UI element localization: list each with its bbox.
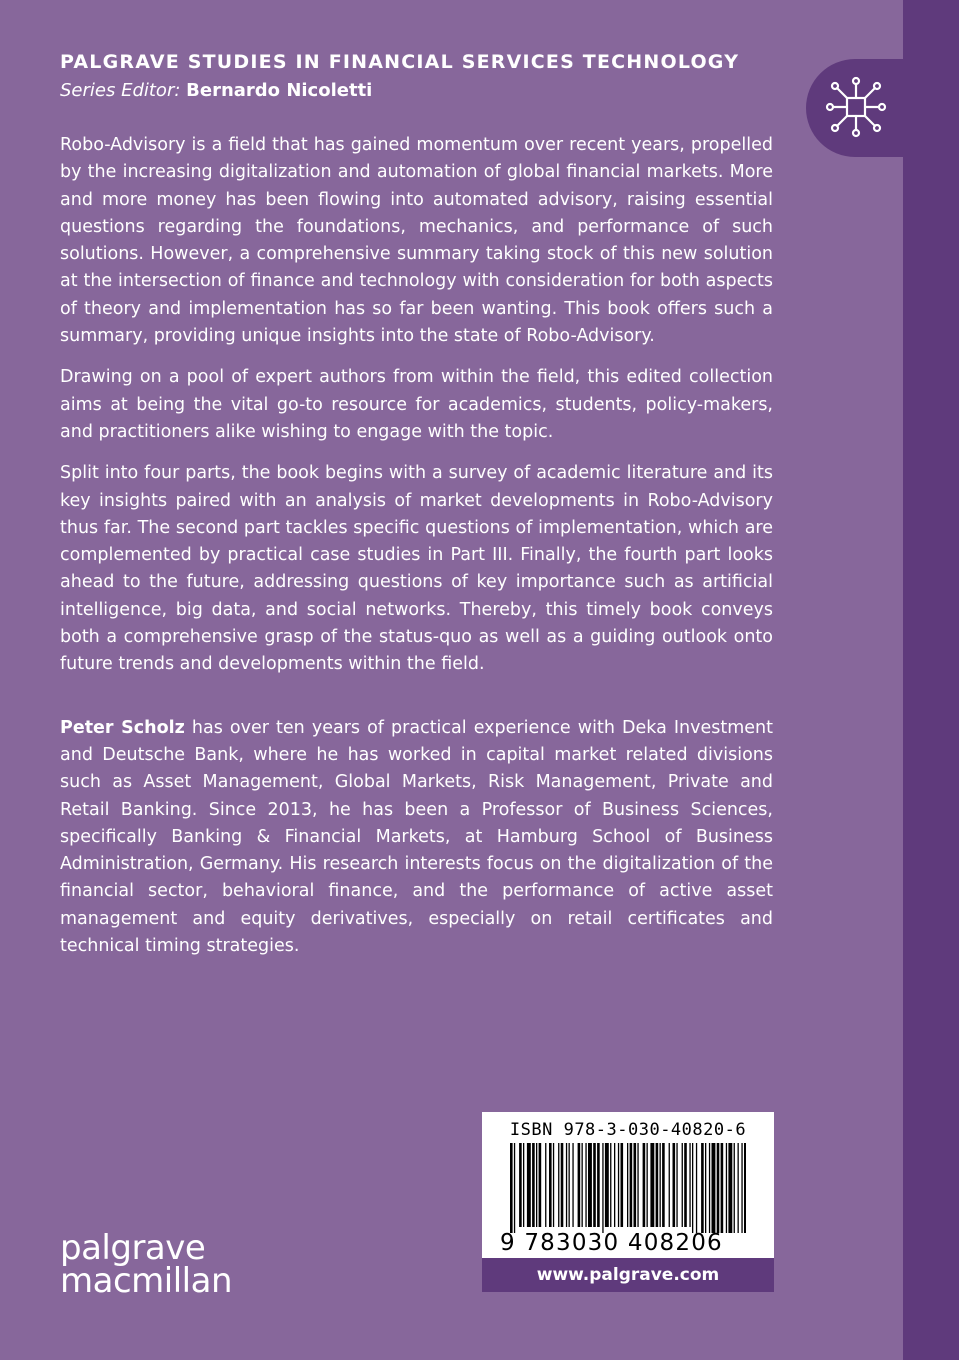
barcode-bar xyxy=(593,1143,596,1227)
barcode-bar xyxy=(689,1143,690,1227)
barcode-bar xyxy=(643,1143,646,1227)
blurb-paragraph-1: Robo-Advisory is a field that has gained momentum over recent years, propelled by the increasing digitalization and automation of global financial markets. More and more money has been flowing into automated advisory, raising essential questions regarding the foundations, mechanics, and performance of such solutions. However, a comprehensive summary taking stock of this new solution at the intersection of finance and technology with consideration for both aspects of theory and implementation has so far been wanting. This book offers such a summary, providing unique insights into the state of Robo-Advisory. xyxy=(60,135,773,347)
barcode-bar xyxy=(705,1143,706,1233)
barcode-bar xyxy=(514,1143,515,1233)
barcode-bar xyxy=(669,1143,670,1227)
barcode-bar xyxy=(597,1143,600,1227)
series-editor-label: Series Editor: xyxy=(60,80,181,101)
barcode-bar xyxy=(701,1143,704,1233)
barcode-bar xyxy=(605,1143,609,1227)
barcode-bar xyxy=(519,1143,522,1227)
publisher-logo xyxy=(60,1228,232,1301)
barcode-bar xyxy=(712,1143,716,1233)
barcode-bar xyxy=(582,1143,583,1227)
barcode-bar xyxy=(728,1143,732,1233)
barcode-bar xyxy=(634,1143,637,1227)
barcode-box xyxy=(482,1112,774,1258)
barcode-bar xyxy=(726,1143,727,1233)
network-hub-icon xyxy=(822,73,890,141)
series-logo-tab xyxy=(806,59,906,157)
barcode-bar xyxy=(650,1143,654,1227)
barcode-bar xyxy=(637,1143,638,1227)
publisher-line-2: macmillan xyxy=(60,1261,232,1301)
barcode-bar xyxy=(553,1143,554,1227)
barcode-digits: 9 783030 408206 xyxy=(500,1230,723,1256)
isbn-text: ISBN 978-3-030-40820-6 xyxy=(509,1120,747,1140)
barcode-bar xyxy=(741,1143,742,1233)
barcode-bar xyxy=(660,1143,661,1227)
series-editor xyxy=(60,80,372,101)
barcode-bar xyxy=(545,1143,546,1227)
blurb-paragraph-3: Split into four parts, the book begins with a survey of academic literature and its key insights paired with an analysis of market developments in Robo-Advisory thus far. The second part tackles specific questions of implementation, which are complemented by practical case studies in Part III. Finally, the fourth part looks ahead to the future, addressing questions of key importance such as artificial intelligence, big data, and social networks. Thereby, this timely book conveys both a comprehensive grasp of the status-quo as well as a guiding outlook onto future trends and developments within the field. xyxy=(60,463,773,675)
barcode-bar xyxy=(578,1143,581,1227)
barcode-bar xyxy=(692,1143,693,1233)
barcode-bar xyxy=(523,1143,524,1227)
barcode-bar xyxy=(588,1143,592,1227)
barcode-bar xyxy=(585,1143,586,1227)
barcode-bar xyxy=(721,1143,724,1233)
barcode-bar xyxy=(734,1143,735,1233)
barcode-bar xyxy=(532,1143,535,1227)
barcode-bar xyxy=(662,1143,665,1227)
barcode-bar xyxy=(684,1143,687,1227)
barcode-bar xyxy=(561,1143,564,1227)
barcode-bar xyxy=(614,1143,615,1227)
author-bio xyxy=(60,715,773,961)
barcode-bar xyxy=(676,1143,677,1227)
barcode-bar xyxy=(558,1143,559,1227)
author-bio-text: has over ten years of practical experience with Deka Investment and Deutsche Bank, where he has worked in capital market related divisions such as Asset Management, Global Markets, Risk Management, Private and Retail Banking. Since 2013, he has been a Professor of Business Sciences, specifically Banking & Financial Markets, at Hamburg School of Business Administration, Germany. His research interests focus on the digitalization of the financial sector, behavioral finance, and the performance of active asset management and equity derivatives, especially on retail certificates and technical timing strategies. xyxy=(60,717,774,957)
barcode-bar xyxy=(527,1143,531,1227)
barcode-bar xyxy=(630,1143,633,1227)
publisher-line-1: palgrave xyxy=(60,1228,206,1268)
barcode-bar xyxy=(647,1143,648,1227)
author-name: Peter Scholz xyxy=(60,717,185,738)
barcode-bar xyxy=(536,1143,537,1227)
barcode-bar xyxy=(738,1143,739,1233)
blurb xyxy=(60,132,773,974)
barcode-bar xyxy=(610,1143,611,1227)
barcode-bar xyxy=(566,1143,567,1227)
barcode-bar xyxy=(744,1143,746,1233)
barcode-bar xyxy=(569,1143,570,1227)
barcode-bar xyxy=(549,1143,552,1227)
barcode-bar xyxy=(673,1143,676,1227)
barcode-bar xyxy=(539,1143,542,1227)
barcode-bar xyxy=(709,1143,710,1233)
barcode-bar xyxy=(717,1143,720,1233)
barcode-bar xyxy=(656,1143,659,1227)
barcode-bars xyxy=(510,1143,746,1233)
barcode-bar xyxy=(572,1143,573,1227)
barcode-bar xyxy=(510,1143,513,1233)
series-title: PALGRAVE STUDIES IN FINANCIAL SERVICES TECHNOLOGY xyxy=(60,51,740,73)
barcode-bar xyxy=(627,1143,628,1227)
barcode-bar xyxy=(621,1143,624,1227)
barcode-bar xyxy=(682,1143,683,1227)
series-editor-name: Bernardo Nicoletti xyxy=(186,80,373,101)
barcode-bar xyxy=(696,1143,697,1233)
book-spine xyxy=(903,0,959,1360)
barcode-bar xyxy=(618,1143,619,1227)
barcode-bar xyxy=(602,1143,603,1233)
publisher-website[interactable]: www.palgrave.com xyxy=(482,1258,774,1292)
blurb-paragraph-2: Drawing on a pool of expert authors from within the field, this edited collection aims at being the vital go-to resource for academics, students, policy-makers, and practitioners alike wishing to engage with the topic. xyxy=(60,367,773,442)
